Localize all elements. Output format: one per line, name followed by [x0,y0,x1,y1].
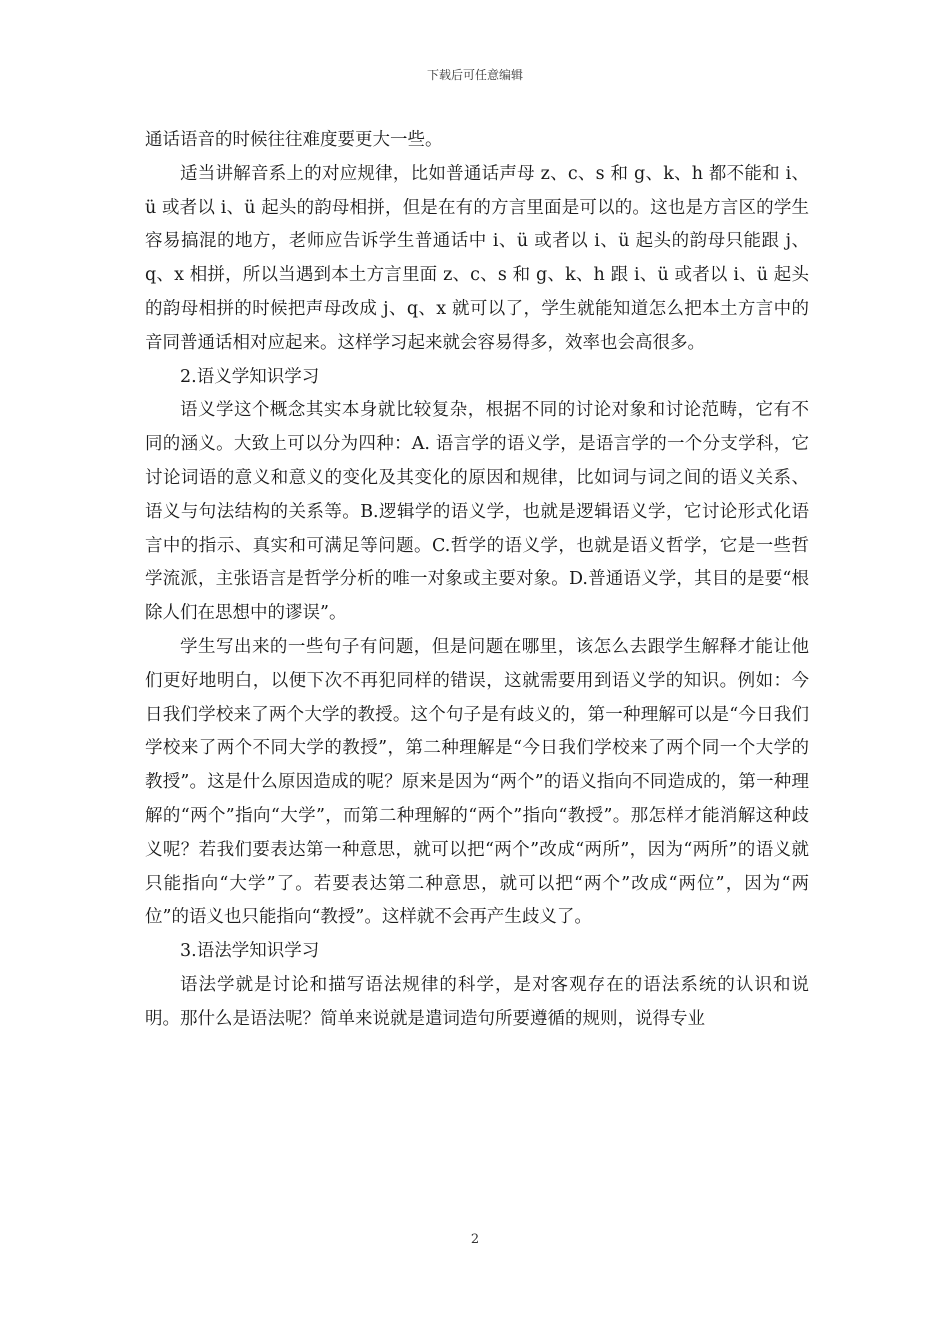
paragraph-semantics-intro: 语义学这个概念其实本身就比较复杂，根据不同的讨论对象和讨论范畴，它有不同的涵义。大致上可以分为四种：A. 语言学的语义学，是语言学的一个分支学科，它讨论词语的意义和意义的变化及其变化的原因和规律，比如词与词之间的语义关系、语义与句法结构的关系等。B.逻辑学的语义学，也就是逻辑语义学，它讨论形式化语言中的指示、真实和可满足等问题。C.哲学的语义学，也就是语义哲学，它是一些哲学流派，主张语言是哲学分析的唯一对象或主要对象。D.普通语义学，其目的是要“根除人们在思想中的谬误”。 [145,400,809,624]
page-header: 下载后可任意编辑 [426,68,523,82]
paragraph-semantics-example: 学生写出来的一些句子有问题，但是问题在哪里，该怎么去跟学生解释才能让他们更好地明白，以便下次不再犯同样的错误，这就需要用到语义学的知识。例如：今日我们学校来了两个大学的教授。这个句子是有歧义的，第一种理解可以是“今日我们学校来了两个不同大学的教授”，第二种理解是“今日我们学校来了两个同一个大学的教授”。这是什么原因造成的呢？原来是因为“两个”的语义指向不同造成的，第一种理解的“两个”指向“大学”，而第二种理解的“两个”指向“教授”。那怎样才能消解这种歧义呢？若我们要表达第一种意思，就可以把“两个”改成“两所”，因为“两所”的语义就只能指向“大学”了。若要表达第二种意思，就可以把“两个”改成“两位”，因为“两位”的语义也只能指向“教授”。这样就不会再产生歧义了。 [145,636,809,928]
paragraph-continuation: 通话语音的时候往往难度要更大一些。 [145,130,443,150]
section-heading-grammar: 3.语法学知识学习 [180,941,320,962]
document-body [145,124,809,1037]
paragraph-phonology: 适当讲解音系上的对应规律，比如普通话声母 z、c、s 和 g、k、h 都不能和 i、ü 或者以 i、ü 起头的韵母相拼，但是在有的方言里面是可以的。这也是方言区的学生容易搞混的地方，老师应告诉学生普通话中 i、ü 或者以 i、ü 起头的韵母只能跟 j、q、x 相拼，所以当遇到本土方言里面 z、c、s 和 g、k、h 跟 i、ü 或者以 i、ü 起头的韵母相拼的时候把声母改成 j、q、x 就可以了，学生就能知道怎么把本土方言中的音同普通话相对应起来。这样学习起来就会容易得多，效率也会高很多。 [145,163,809,353]
paragraph-grammar-intro: 语法学就是讨论和描写语法规律的科学，是对客观存在的语法系统的认识和说明。那什么是语法呢？简单来说就是遣词造句所要遵循的规则，说得专业 [145,974,809,1029]
section-heading-semantics: 2.语义学知识学习 [180,366,320,387]
page-number: 2 [470,1232,480,1247]
